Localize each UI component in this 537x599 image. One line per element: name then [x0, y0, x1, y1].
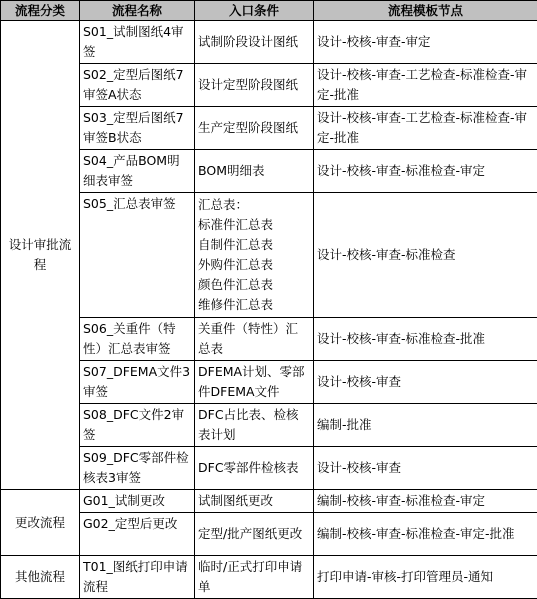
- template-nodes-cell: 编制-校核-审查-标准检查-审定-批准: [314, 513, 537, 556]
- entry-condition-cell: DFEMA计划、零部件DFEMA文件: [195, 361, 314, 404]
- process-name-cell: T01_图纸打印申请流程: [80, 556, 195, 599]
- header-category: 流程分类: [1, 1, 80, 21]
- table-row: [1, 556, 537, 599]
- entry-condition-cell: 关重件（特性）汇总表: [195, 318, 314, 361]
- template-nodes-cell: 打印申请-审核-打印管理员-通知: [314, 556, 537, 599]
- table-row: [1, 361, 537, 404]
- entry-condition-cell: 临时/正式打印申请单: [195, 556, 314, 599]
- template-nodes-cell: 设计-校核-审查-工艺检查-标准检查-审定-批准: [314, 64, 537, 107]
- category-other: 其他流程: [1, 556, 80, 599]
- template-nodes-cell: 设计-校核-审查: [314, 361, 537, 404]
- table-row: [1, 64, 537, 107]
- template-nodes-cell: 设计-校核-审查-标准检查-批准: [314, 318, 537, 361]
- table-row: [1, 513, 537, 556]
- process-name-cell: S04_产品BOM明细表审签: [80, 150, 195, 193]
- entry-condition-cell: 试制阶段设计图纸: [195, 21, 314, 64]
- entry-condition-cell: 试制图纸更改: [195, 490, 314, 513]
- category-design-approval: 设计审批流程: [1, 21, 80, 490]
- process-name-cell: G01_试制更改: [80, 490, 195, 513]
- entry-condition-cell: 定型/批产图纸更改: [195, 513, 314, 556]
- process-name-cell: S09_DFC零部件检核表3审签: [80, 447, 195, 490]
- entry-condition-cell: 生产定型阶段图纸: [195, 107, 314, 150]
- template-nodes-cell: 编制-校核-审查-标准检查-审定: [314, 490, 537, 513]
- table-row: [1, 107, 537, 150]
- table-row: [1, 404, 537, 447]
- template-nodes-cell: 设计-校核-审查-标准检查-审定: [314, 150, 537, 193]
- entry-condition-cell: 汇总表： 标准件汇总表 自制件汇总表 外购件汇总表 颜色件汇总表 维修件汇总表: [195, 193, 314, 318]
- entry-condition-cell: DFC占比表、检核表计划: [195, 404, 314, 447]
- header-entry-condition: 入口条件: [195, 1, 314, 21]
- table-row: [1, 193, 537, 318]
- process-name-cell: S06_关重件（特性）汇总表审签: [80, 318, 195, 361]
- header-row: [1, 1, 537, 21]
- template-nodes-cell: 设计-校核-审查: [314, 447, 537, 490]
- entry-condition-cell: 设计定型阶段图纸: [195, 64, 314, 107]
- table-row: [1, 318, 537, 361]
- process-name-cell: G02_定型后更改: [80, 513, 195, 556]
- template-nodes-cell: 设计-校核-审查-标准检查: [314, 193, 537, 318]
- entry-condition-cell: DFC零部件检核表: [195, 447, 314, 490]
- table-row: [1, 447, 537, 490]
- process-name-cell: S02_定型后图纸7审签A状态: [80, 64, 195, 107]
- table-row: [1, 21, 537, 64]
- header-template-nodes: 流程模板节点: [314, 1, 537, 21]
- header-process-name: 流程名称: [80, 1, 195, 21]
- process-name-cell: S03_定型后图纸7审签B状态: [80, 107, 195, 150]
- process-name-cell: S07_DFEMA文件3审签: [80, 361, 195, 404]
- process-name-cell: S01_试制图纸4审签: [80, 21, 195, 64]
- template-nodes-cell: 编制-批准: [314, 404, 537, 447]
- entry-condition-cell: BOM明细表: [195, 150, 314, 193]
- table-row: [1, 490, 537, 513]
- process-name-cell: S08_DFC文件2审签: [80, 404, 195, 447]
- template-nodes-cell: 设计-校核-审查-审定: [314, 21, 537, 64]
- category-change: 更改流程: [1, 490, 80, 556]
- template-nodes-cell: 设计-校核-审查-工艺检查-标准检查-审定-批准: [314, 107, 537, 150]
- process-name-cell: S05_汇总表审签: [80, 193, 195, 318]
- table-row: [1, 150, 537, 193]
